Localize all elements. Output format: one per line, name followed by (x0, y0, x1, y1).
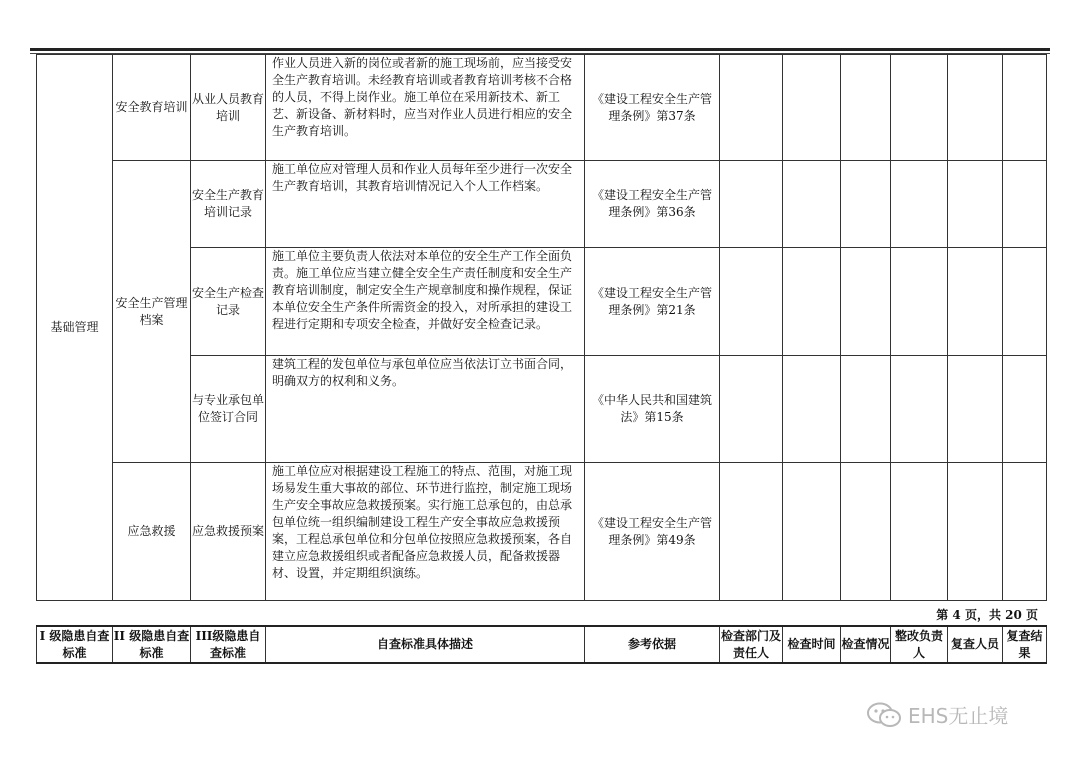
footer-header-status: 检查情况 (841, 626, 891, 663)
footer-header-time: 检查时间 (783, 626, 841, 663)
time-cell[interactable] (783, 356, 841, 463)
description-cell: 建筑工程的发包单位与承包单位应当依法订立书面合同，明确双方的权利和义务。 (266, 356, 585, 463)
rectify-cell[interactable] (891, 55, 948, 161)
description-cell: 施工单位主要负责人依法对本单位的安全生产工作全面负责。施工单位应当建立健全安全生产责任制度和安全生产教育培训制度，制定安全生产规章制度和操作规程，保证本单位安全生产条件所需资金的投入，对所承担的建设工程进行定期和专项安全检查，并做好安全检查记录。 (266, 248, 585, 356)
footer-header-rectify: 整改负责人 (891, 626, 948, 663)
wechat-icon (866, 702, 902, 728)
page-number: 第 4 页，共 20 页 (936, 608, 1038, 622)
dept-cell[interactable] (720, 463, 783, 601)
reference-cell: 《建设工程安全生产管理条例》第36条 (585, 161, 720, 248)
reference-cell: 《建设工程安全生产管理条例》第37条 (585, 55, 720, 161)
footer-header-dept: 检查部门及责任人 (720, 626, 783, 663)
column-header-footer (36, 625, 1047, 664)
footer-header-reviewer: 复查人员 (948, 626, 1003, 663)
reference-cell: 《建设工程安全生产管理条例》第49条 (585, 463, 720, 601)
watermark (866, 700, 1008, 729)
time-cell[interactable] (783, 161, 841, 248)
description-cell: 施工单位应对根据建设工程施工的特点、范围，对施工现场易发生重大事故的部位、环节进行监控，制定施工现场生产安全事故应急救援预案。实行施工总承包的，由总承包单位统一组织编制建设工程生产安全事故应急救援预案，工程总承包单位和分包单位按照应急救援预案，各自建立应急救援组织或者配备应急救援人员，配备救援器材、设置，并定期组织演练。 (266, 463, 585, 601)
watermark-text: EHS无止境 (908, 704, 1009, 728)
level3-item: 从业人员教育培训 (191, 55, 266, 161)
description-cell: 施工单位应对管理人员和作业人员每年至少进行一次安全生产教育培训，其教育培训情况记入个人工作档案。 (266, 161, 585, 248)
result-cell[interactable] (1003, 356, 1047, 463)
level3-item: 应急救援预案 (191, 463, 266, 601)
level3-item: 与专业承包单位签订合同 (191, 356, 266, 463)
level3-item: 安全生产教育培训记录 (191, 161, 266, 248)
reference-cell: 《中华人民共和国建筑法》第15条 (585, 356, 720, 463)
status-cell[interactable] (841, 248, 891, 356)
result-cell[interactable] (1003, 161, 1047, 248)
status-cell[interactable] (841, 356, 891, 463)
reviewer-cell[interactable] (948, 356, 1003, 463)
reviewer-cell[interactable] (948, 161, 1003, 248)
checklist-table-frame (36, 54, 1046, 600)
rectify-cell[interactable] (891, 356, 948, 463)
reviewer-cell[interactable] (948, 55, 1003, 161)
rectify-cell[interactable] (891, 463, 948, 601)
top-rule (30, 48, 1050, 51)
footer-header-level1: I 级隐患自查标准 (37, 626, 113, 663)
dept-cell[interactable] (720, 55, 783, 161)
reference-cell: 《建设工程安全生产管理条例》第21条 (585, 248, 720, 356)
result-cell[interactable] (1003, 463, 1047, 601)
footer-header-result: 复查结果 (1003, 626, 1047, 663)
status-cell[interactable] (841, 55, 891, 161)
checklist-table (36, 54, 1047, 601)
level1-category: 基础管理 (37, 55, 113, 601)
status-cell[interactable] (841, 161, 891, 248)
description-cell: 作业人员进入新的岗位或者新的施工现场前，应当接受安全生产教育培训。未经教育培训或者教育培训考核不合格的人员，不得上岗作业。施工单位在采用新技术、新工艺、新设备、新材料时，应当对作业人员进行相应的安全生产教育培训。 (266, 55, 585, 161)
rectify-cell[interactable] (891, 161, 948, 248)
time-cell[interactable] (783, 463, 841, 601)
level2-category: 安全教育培训 (113, 55, 191, 161)
footer-header-level3: III级隐患自查标准 (191, 626, 266, 663)
level3-item: 安全生产检查记录 (191, 248, 266, 356)
rectify-cell[interactable] (891, 248, 948, 356)
time-cell[interactable] (783, 55, 841, 161)
footer-header-reference: 参考依据 (585, 626, 720, 663)
table-row (37, 161, 1047, 248)
table-row (37, 55, 1047, 161)
time-cell[interactable] (783, 248, 841, 356)
result-cell[interactable] (1003, 55, 1047, 161)
level2-category: 应急救援 (113, 463, 191, 601)
dept-cell[interactable] (720, 248, 783, 356)
reviewer-cell[interactable] (948, 463, 1003, 601)
footer-header-description: 自查标准具体描述 (266, 626, 585, 663)
footer-header-level2: II 级隐患自查标准 (113, 626, 191, 663)
reviewer-cell[interactable] (948, 248, 1003, 356)
level2-category: 安全生产管理档案 (113, 161, 191, 463)
result-cell[interactable] (1003, 248, 1047, 356)
status-cell[interactable] (841, 463, 891, 601)
dept-cell[interactable] (720, 356, 783, 463)
table-row (37, 463, 1047, 601)
dept-cell[interactable] (720, 161, 783, 248)
